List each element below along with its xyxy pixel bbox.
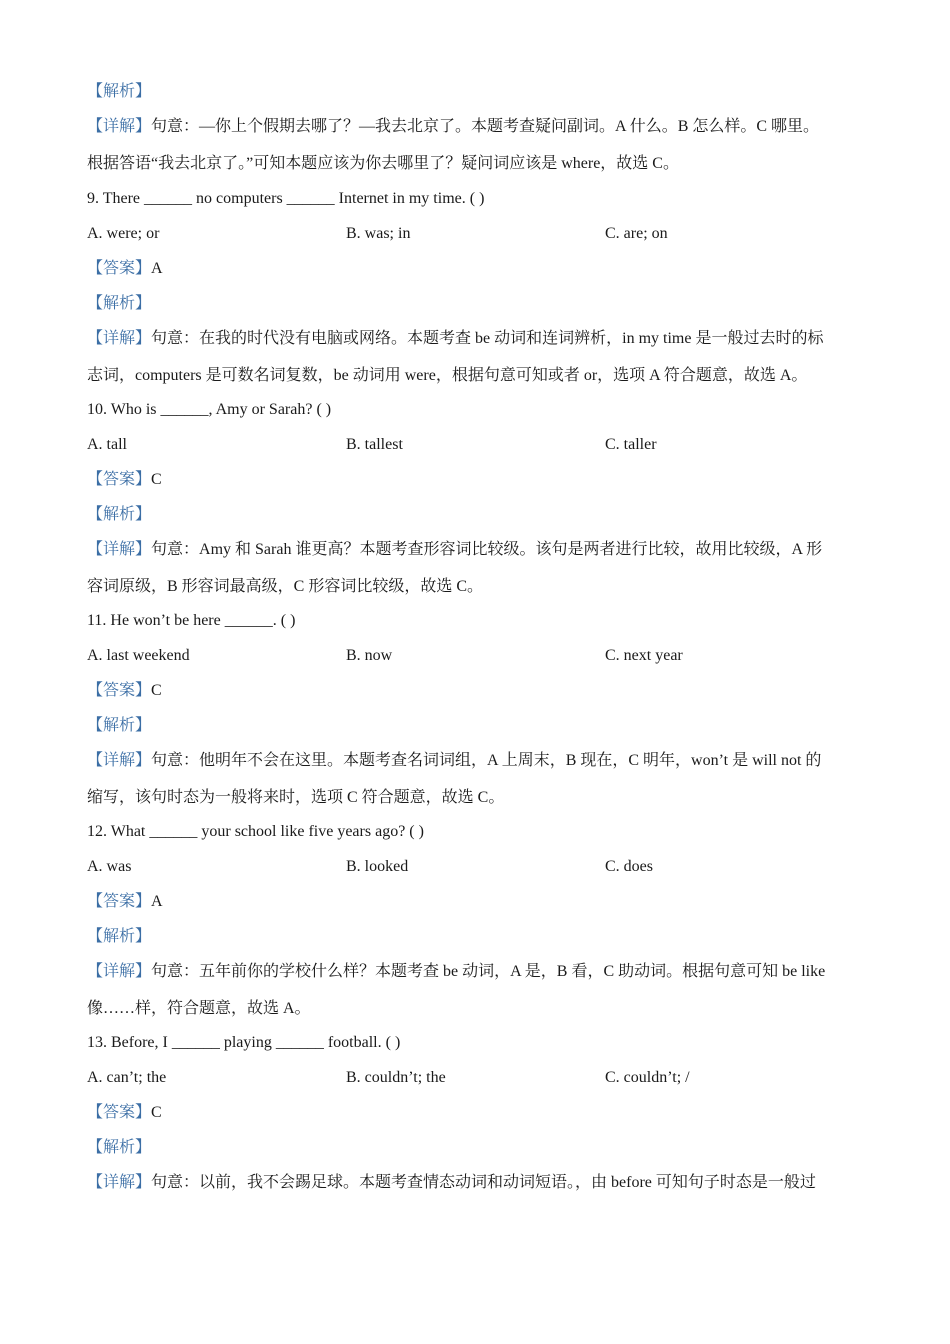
detail-line: 【详解】句意：他明年不会在这里。本题考查名词词组，A 上周末，B 现在，C 明年，won’t 是 will not 的 — [87, 752, 822, 769]
detail-line: 像……样，符合题意，故选 A。 — [87, 1000, 311, 1017]
option-a: A. last weekend — [87, 647, 190, 664]
option-c: C. couldn’t; / — [605, 1069, 690, 1086]
analysis-label: 【解析】 — [87, 506, 152, 523]
option-c: C. are; on — [605, 225, 668, 242]
detail-line: 志词，computers 是可数名词复数，be 动词用 were，根据句意可知或者 or，选项 A 符合题意，故选 A。 — [87, 367, 808, 384]
answer-line: 【答案】A — [87, 260, 163, 277]
analysis-label: 【解析】 — [87, 717, 152, 734]
detail-line: 【详解】句意：—你上个假期去哪了？—我去北京了。本题考查疑问副词。A 什么。B 怎么样。C 哪里。 — [87, 118, 820, 135]
answer-line: 【答案】C — [87, 471, 162, 488]
question-stem: 11. He won’t be here ______. ( ) — [87, 612, 296, 629]
detail-line: 容词原级，B 形容词最高级，C 形容词比较级，故选 C。 — [87, 578, 484, 595]
option-a: A. were; or — [87, 225, 160, 242]
answer-line: 【答案】C — [87, 682, 162, 699]
analysis-label: 【解析】 — [87, 83, 152, 100]
option-c: C. does — [605, 858, 653, 875]
option-b: B. was; in — [346, 225, 411, 242]
question-stem: 12. What ______ your school like five years ago? ( ) — [87, 823, 424, 840]
option-a: A. tall — [87, 436, 127, 453]
answer-line: 【答案】C — [87, 1104, 162, 1121]
option-b: B. now — [346, 647, 393, 664]
detail-line: 【详解】句意：在我的时代没有电脑或网络。本题考查 be 动词和连词辨析，in my time 是一般过去时的标 — [87, 330, 824, 347]
option-b: B. couldn’t; the — [346, 1069, 446, 1086]
detail-line: 根据答语“我去北京了。”可知本题应该为你去哪里了？疑问词应该是 where，故选 C。 — [87, 155, 679, 172]
question-stem: 10. Who is ______, Amy or Sarah? ( ) — [87, 401, 332, 418]
option-b: B. tallest — [346, 436, 403, 453]
question-stem: 13. Before, I ______ playing ______ football. ( ) — [87, 1034, 401, 1051]
option-c: C. next year — [605, 647, 683, 664]
detail-line: 【详解】句意：五年前你的学校什么样？本题考查 be 动词，A 是，B 看，C 助动词。根据句意可知 be like — [87, 963, 826, 980]
detail-line: 【详解】句意：Amy 和 Sarah 谁更高？本题考查形容词比较级。该句是两者进行比较，故用比较级，A 形 — [87, 541, 823, 558]
detail-line: 【详解】句意：以前，我不会踢足球。本题考查情态动词和动词短语。，由 before 可知句子时态是一般过 — [87, 1174, 816, 1191]
option-a: A. can’t; the — [87, 1069, 167, 1086]
question-stem: 9. There ______ no computers ______ Internet in my time. ( ) — [87, 190, 485, 207]
option-c: C. taller — [605, 436, 657, 453]
answer-line: 【答案】A — [87, 893, 163, 910]
analysis-label: 【解析】 — [87, 1139, 152, 1156]
option-a: A. was — [87, 858, 132, 875]
detail-line: 缩写，该句时态为一般将来时，选项 C 符合题意，故选 C。 — [87, 789, 505, 806]
analysis-label: 【解析】 — [87, 928, 152, 945]
option-b: B. looked — [346, 858, 409, 875]
analysis-label: 【解析】 — [87, 295, 152, 312]
